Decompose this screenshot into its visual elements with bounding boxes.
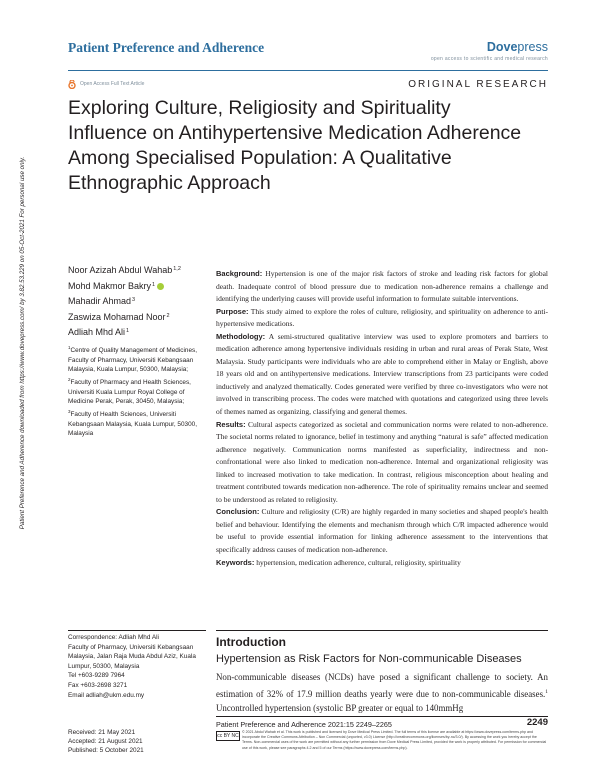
received-date: Received: 21 May 2021 bbox=[68, 729, 136, 736]
article-title: Exploring Culture, Religiosity and Spirituality Influence on Antihypertensive Medication Adherence Among Specialised Population: A Qualitative Ethnographic Approach bbox=[68, 97, 522, 194]
author-name: Noor Azizah Abdul Wahab bbox=[68, 265, 173, 275]
accepted-date: Accepted: 21 August 2021 bbox=[68, 738, 143, 745]
intro-text: Uncontrolled hypertension (systolic BP greater or equal to 140mmHg bbox=[216, 703, 464, 714]
brand-bold: Dove bbox=[486, 40, 518, 54]
header-divider bbox=[68, 70, 548, 71]
affiliation-mark: 1 bbox=[68, 345, 71, 350]
correspondence-address: Faculty of Pharmacy, Universiti Kebangsaan Malaysia, Jalan Raja Muda Abdul Aziz, Kuala Lumpur, 50300, Malaysia bbox=[68, 643, 196, 670]
open-access-icon bbox=[68, 80, 76, 89]
footer-divider bbox=[216, 716, 548, 717]
correspondence-tel: Tel +603-9289 7964 bbox=[68, 672, 125, 680]
creative-commons-icon[interactable]: cc BY NC bbox=[217, 733, 239, 739]
license-text: © 2021 Abdul Wahab et al. This work is published and licensed by Dove Medical Press Limited. The full terms of this license are available at https://www.dovepress.com/terms.php and incorporate the Creative Commons Attribution – Non Commercial (unported, v3.0) License (http://creativecommons.org/licenses/by-nc/3.0/). By accessing the work you hereby accept the Terms. Non-commercial uses of the work are permitted without any further permission from Dove Medical Press Limited, provided the work is properly attributed. For permission for commercial use of this work, please see paragraphs 4.2 and 5 of our Terms (https://www.dovepress.com/terms.php). bbox=[242, 730, 547, 750]
section-label: Purpose: bbox=[216, 306, 249, 316]
affiliation-text: Faculty of Pharmacy and Health Sciences, Universiti Kuala Lumpur Royal College of Medicine Perak, Perak, 30450, Malaysia; bbox=[68, 379, 191, 406]
journal-title: Patient Preference and Adherence bbox=[68, 40, 265, 55]
author[interactable] bbox=[68, 310, 218, 326]
section-text: This study aimed to explore the roles of culture, religiosity, and spirituality on adherence to anti-hypertensive medications. bbox=[216, 306, 548, 329]
affiliation-mark: 2 bbox=[68, 376, 71, 382]
page-number: 2249 bbox=[526, 717, 548, 728]
abstract-purpose bbox=[216, 306, 548, 331]
abstract-conclusion bbox=[216, 506, 548, 556]
section-text: Culture and religiosity (C/R) are highly regarded in many societies and shaped people's health belief and behaviour. Identifying the elements and mechanism through which C/R impacted adherence would be useful to provide essential information for linking adherence assessment to the interventions that specifically address causes of medication non-adherence. bbox=[216, 507, 548, 555]
section-label: Background: bbox=[216, 269, 263, 278]
author-name: Adliah Mhd Ali bbox=[68, 327, 126, 338]
section-label: Results: bbox=[216, 419, 246, 429]
footer-citation: Patient Preference and Adherence 2021:15 2249–2265 bbox=[216, 720, 392, 729]
author[interactable] bbox=[68, 279, 218, 295]
author[interactable] bbox=[68, 263, 218, 279]
section-label: Keywords: bbox=[216, 557, 255, 567]
reference-link[interactable]: 1 bbox=[545, 688, 548, 695]
correspondence bbox=[68, 633, 213, 700]
published-date: Published: 5 October 2021 bbox=[68, 747, 144, 754]
author-name: Zaswiza Mohamad Noor bbox=[68, 311, 166, 322]
affiliation-text: Faculty of Health Sciences, Universiti Kebangsaan Malaysia, Kuala Lumpur, 50300, Malaysia bbox=[68, 410, 197, 438]
orcid-icon[interactable] bbox=[157, 283, 164, 290]
section-label: Conclusion: bbox=[216, 507, 260, 517]
intro-text: Non-communicable diseases (NCDs) have posed a significant challenge to society. An estimation of 32% of 17.9 million deaths yearly were due to non-communicable diseases. bbox=[216, 672, 548, 699]
dovepress-logo[interactable] bbox=[487, 40, 548, 54]
publication-dates bbox=[68, 728, 144, 755]
download-note bbox=[18, 138, 46, 548]
affiliation-text: Centre of Quality Management of Medicines, Faculty of Pharmacy, Universiti Kebangsaan Malaysia, Kuala Lumpur, 50300, Malaysia; bbox=[68, 347, 197, 374]
author-affiliation-mark: 3 bbox=[132, 297, 136, 304]
author-affiliation-mark: 1 bbox=[126, 328, 130, 335]
intro-paragraph bbox=[216, 670, 548, 716]
download-note-text: Patient Preference and Adherence downloaded from https://www.dovepress.com/ by 3.82.53.229 on 05-Oct-2021 For personal use only. bbox=[19, 156, 26, 530]
article-type: ORIGINAL RESEARCH bbox=[408, 79, 548, 90]
author[interactable] bbox=[68, 294, 218, 310]
abstract bbox=[216, 268, 548, 569]
author-affiliation-mark: 1 bbox=[152, 281, 156, 288]
author-name: Mohd Makmor Bakry bbox=[68, 280, 152, 291]
author-affiliation-mark: 2 bbox=[166, 312, 170, 319]
author-affiliation-mark: 1,2 bbox=[173, 266, 181, 272]
abstract-background bbox=[216, 268, 548, 306]
section-text: Hypertension is one of the major risk factors of stroke and leading risk factors for global death. Inadequate control of blood pressure due to medication non-adherence remains a challenge and identifying the underlying causes will provide useful information to formulate suitable interventions. bbox=[216, 269, 549, 304]
section-subheading: Hypertension as Risk Factors for Non-communicable Diseases bbox=[216, 653, 522, 665]
correspondence-divider bbox=[68, 630, 206, 631]
section-text: Cultural aspects categorized as societal and communication norms were related to non-adherence. The societal norms related to ignorance, belief in testimony and anything “natural is safe” affected medication adherence negatively. Communication norms manifested as superficiality, indirectness and non-confrontational were also linked to medication non-adherence. Internal and organizational religiosity was linked to increased motivation to take medication. In contrast, religious misconception about healing and treatment contributed towards medication non-adherence. The role of spirituality remains unclear and seemed to be understood as related to religiosity. bbox=[216, 419, 548, 504]
abstract-results bbox=[216, 419, 548, 507]
correspondence-fax: Fax +603-2698 3271 bbox=[68, 681, 128, 689]
correspondence-email[interactable]: Email adliah@ukm.edu.my bbox=[68, 691, 145, 699]
affiliation-mark: 3 bbox=[68, 408, 71, 414]
author-name: Mahadir Ahmad bbox=[68, 296, 132, 307]
affiliations bbox=[68, 343, 208, 439]
brand-light: press bbox=[517, 40, 548, 54]
brand-tagline: open access to scientific and medical research bbox=[430, 56, 548, 62]
section-text: A semi-structured qualitative interview was used to explore promoters and barriers to medication adherence among hypertensive individuals residing in urban and rural areas of Perak State, West Malaysia. Study participants were individuals who are able to comprehend either in Malay or English, above 18 years old and on antihypertensive medications. Interview transcriptions from 23 participants were coded inductively and analyzed thematically. Codes generated were verified by three co-investigators who were not involved in transcribing process. The codes were matched with quotations and categorized using three levels of themes named as organizing, classifying and general themes. bbox=[216, 331, 548, 417]
author-list bbox=[68, 263, 218, 341]
section-label: Methodology: bbox=[216, 331, 266, 341]
author[interactable] bbox=[68, 325, 218, 341]
section-heading: Introduction bbox=[216, 635, 286, 649]
correspondence-name: Correspondence: Adliah Mhd Ali bbox=[68, 634, 159, 641]
section-text: hypertension, medication adherence, cultural, religiosity, spirituality bbox=[256, 557, 461, 567]
open-access-label: Open Access Full Text Article bbox=[80, 81, 145, 87]
abstract-keywords bbox=[216, 557, 548, 570]
abstract-methodology bbox=[216, 331, 548, 419]
intro-divider bbox=[216, 630, 548, 631]
